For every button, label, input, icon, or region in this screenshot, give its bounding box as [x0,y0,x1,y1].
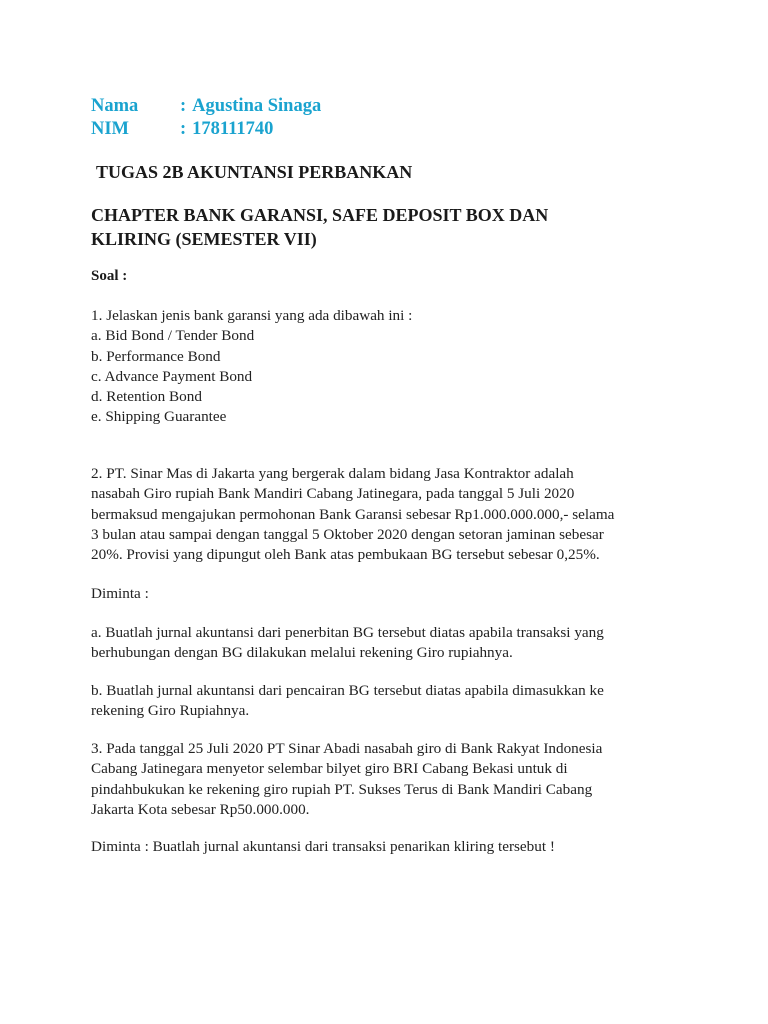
question-3-line: Cabang Jatinegara menyetor selembar bilyet giro BRI Cabang Bekasi untuk di [91,760,568,778]
question-3-line: Jakarta Kota sebesar Rp50.000.000. [91,800,310,818]
part-a-line: berhubungan dengan BG dilakukan melalui rekening Giro rupiahnya. [91,644,513,662]
question-3 [91,739,602,820]
question-2-line: nasabah Giro rupiah Bank Mandiri Cabang Jatinegara, pada tanggal 5 Juli 2020 [91,485,575,503]
student-identity [91,95,321,141]
soal-label: Soal : [91,268,128,284]
name-label: Nama [91,96,139,116]
nim-label: NIM [91,119,130,139]
name-value: Agustina Sinaga [192,96,322,116]
chapter-title-line-2: KLIRING (SEMESTER VII) [91,229,317,249]
part-b-line: rekening Giro Rupiahnya. [91,702,250,720]
question-1-intro: 1. Jelaskan jenis bank garansi yang ada dibawah ini : [91,307,413,324]
question-2-line: 20%. Provisi yang dipungut oleh Bank atas pembukaan BG tersebut sebesar 0,25%. [91,546,600,564]
list-item: e. Shipping Guarantee [91,408,227,426]
part-b-line: b. Buatlah jurnal akuntansi dari pencairan BG tersebut diatas apabila dimasukkan ke [91,682,604,699]
nim-row [91,118,321,141]
name-separator: : [180,96,187,116]
question-1 [91,306,412,428]
question-3-diminta: Diminta : Buatlah jurnal akuntansi dari transaksi penarikan kliring tersebut ! [91,838,555,855]
question-2-part-b [91,681,604,722]
question-2-part-a [91,623,604,664]
question-2-line: bermaksud mengajukan permohonan Bank Garansi sebesar Rp1.000.000.000,- selama [91,505,615,523]
question-2-line: 3 bulan atau sampai dengan tanggal 5 Oktober 2020 dengan setoran jaminan sebesar [91,525,604,543]
question-3-line: 3. Pada tanggal 25 Juli 2020 PT Sinar Abadi nasabah giro di Bank Rakyat Indonesia [91,740,603,757]
part-a-line: a. Buatlah jurnal akuntansi dari penerbitan BG tersebut diatas apabila transaksi yang [91,624,604,641]
list-item: c. Advance Payment Bond [91,367,253,385]
chapter-title [91,203,651,251]
question-2 [91,464,614,565]
nim-separator: : [180,119,187,139]
nim-value: 178111740 [192,119,274,139]
chapter-title-line-1: CHAPTER BANK GARANSI, SAFE DEPOSIT BOX DAN [91,205,549,225]
question-2-line: 2. PT. Sinar Mas di Jakarta yang bergerak dalam bidang Jasa Kontraktor adalah [91,465,574,482]
list-item: d. Retention Bond [91,388,202,406]
list-item: b. Performance Bond [91,347,221,365]
question-2-diminta: Diminta : [91,585,149,602]
assignment-title: TUGAS 2B AKUNTANSI PERBANKAN [96,162,413,182]
name-row [91,95,321,118]
question-3-line: pindahbukukan ke rekening giro rupiah PT. Sukses Terus di Bank Mandiri Cabang [91,780,593,798]
list-item: a. Bid Bond / Tender Bond [91,327,255,345]
